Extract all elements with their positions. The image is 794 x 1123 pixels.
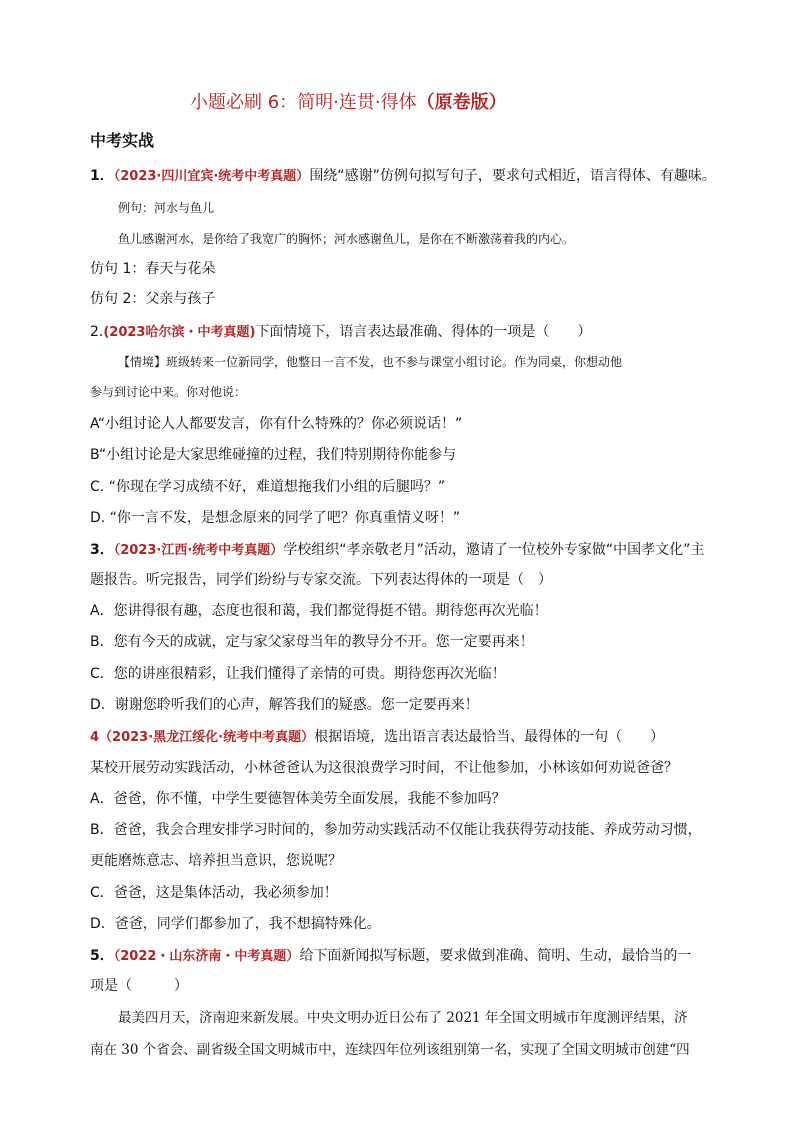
question-text: 根据语境，选出语言表达最恰当、最得体的一句（ ） (314, 729, 665, 745)
option-b: B．您有今天的成就，定与家父家母当年的教导分不开。您一定要再来！ (90, 634, 534, 650)
question-text: 围绕“感谢”仿例句拟写句子，要求句式相近，语言得体、有趣味。 (309, 168, 716, 184)
option-d: D．谢谢您聆听我们的心声，解答我们的疑惑。您一定要再来！ (90, 697, 479, 713)
option-c: C．爸爸，这是集体活动，我必须参加！ (90, 885, 338, 901)
option-a: A．您讲得很有趣，态度也很和蔼，我们都觉得挺不错。期待您再次光临！ (90, 603, 548, 619)
option-a: A“小组讨论人人都要发言，你有什么特殊的？你必须说话！” (90, 416, 463, 432)
question-text: 下面情境下，语言表达最准确、得体的一项是（ ） (255, 324, 592, 340)
question-2-stem (90, 322, 591, 343)
imitation-prompt-1: 仿句 1：春天与花朵 (90, 261, 216, 277)
question-text: 给下面新闻拟写标题，要求做到准确、简明、生动，最恰当的一 (299, 948, 692, 964)
option-a: A．爸爸，你不懂，中学生要德智体美劳全面发展，我能不参加吗？ (90, 791, 506, 807)
question-number: 4 (90, 730, 100, 745)
option-d: D．爸爸，同学们都参加了，我不想搞特殊化。 (90, 916, 381, 932)
news-paragraph-line-2: 南在 30 个省会、副省级全国文明城市中，连续四年位列该组别第一名，实现了全国文明城市创建“四 (90, 1042, 690, 1058)
question-source: （2023·四川宜宾·统考中考真题） (113, 169, 310, 184)
example-text: 鱼儿感谢河水，是你给了我宽广的胸怀；河水感谢鱼儿，是你在不断激荡着我的内心。 (118, 232, 575, 246)
question-5-stem-cont: 项是（ ） (90, 978, 188, 994)
context-line-2: 参与到讨论中来。你对他说： (90, 385, 247, 399)
question-source: （2022・山东济南・中考真题） (113, 949, 300, 964)
question-source: （2023·黑龙江绥化·统考中考真题） (99, 730, 315, 745)
option-b-cont: 更能磨炼意志、培养担当意识，您说呢？ (90, 853, 342, 869)
imitation-prompt-2: 仿句 2：父亲与孩子 (90, 291, 216, 307)
question-number: 2. (90, 324, 104, 340)
option-b: B“小组讨论是大家思维碰撞的过程，我们特别期待你能参与 (90, 447, 457, 463)
title-main: 小题必刷 6：简明·连贯·得体 (190, 92, 417, 113)
question-number: 3． (90, 542, 114, 558)
option-c: C．您的讲座很精彩，让我们懂得了亲情的可贵。期待您再次光临！ (90, 666, 506, 682)
title-version: （原卷版） (416, 92, 507, 113)
option-c: C. “你现在学习成绩不好，难道想拖我们小组的后腿吗？” (90, 479, 446, 495)
question-3-stem (90, 540, 704, 561)
option-d: D. “你一言不发，是想念原来的同学了吧？你真重情义呀！” (90, 510, 461, 526)
news-paragraph-line-1: 最美四月天，济南迎来新发展。中央文明办近日公布了 2021 年全国文明城市年度测评结果，济 (118, 1010, 688, 1026)
section-heading: 中考实战 (90, 131, 155, 150)
page-title (190, 88, 507, 114)
question-source: （2023·江西·统考中考真题） (113, 543, 284, 558)
question-source: (2023哈尔滨・中考真题) (103, 325, 256, 340)
question-text: 学校组织“孝亲敬老月”活动，邀请了一位校外专家做“中国孝文化”主 (283, 542, 705, 558)
option-b: B．爸爸，我会合理安排学习时间的，参加劳动实践活动不仅能让我获得劳动技能、养成劳动习惯， (90, 822, 702, 838)
question-1-stem (90, 166, 716, 187)
example-label: 例句：河水与鱼儿 (118, 201, 215, 215)
question-number: 5． (90, 948, 114, 964)
question-4-context: 某校开展劳动实践活动，小林爸爸认为这很浪费学习时间，不让他参加，小林该如何劝说爸爸？ (90, 760, 678, 776)
context-line-1: 【情境】班级转来一位新同学，他整日一言不发，也不参与课堂小组讨论。作为同桌，你想动他 (118, 355, 623, 369)
question-4-stem (90, 727, 664, 748)
question-5-stem (90, 946, 691, 967)
question-3-stem-cont: 题报告。听完报告，同学们纷纷与专家交流。下列表达得体的一项是（ ） (90, 572, 552, 588)
question-number: 1． (90, 168, 114, 184)
